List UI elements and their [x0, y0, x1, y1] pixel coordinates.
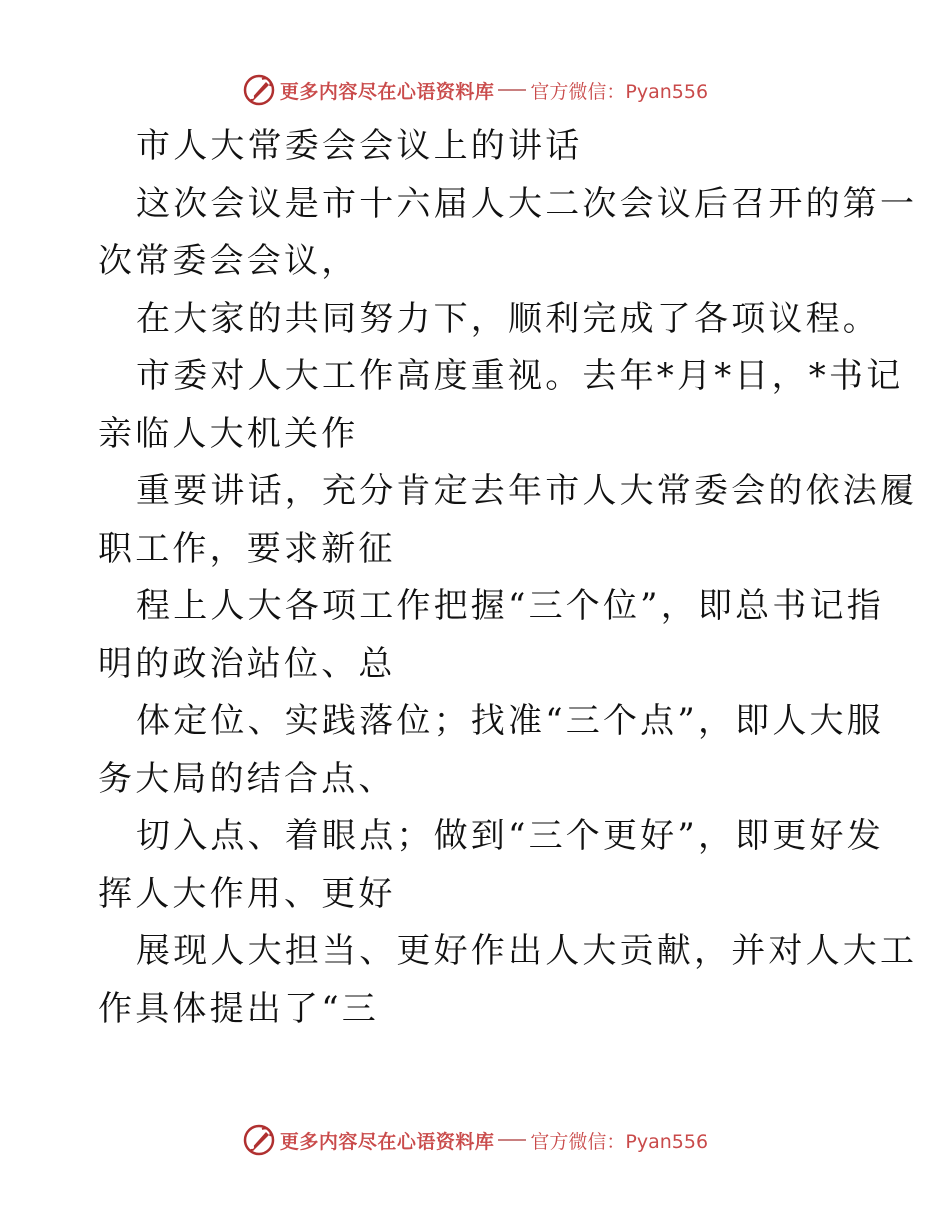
paragraph-line: 次常委会会议，	[98, 241, 359, 281]
document-title: 市人大常委会会议上的讲话	[136, 126, 583, 166]
paragraph-line: 务大局的结合点、	[98, 758, 396, 799]
quill-pen-logo-icon	[242, 1123, 276, 1157]
watermark-dash	[498, 89, 526, 91]
watermark-site-text: 更多内容尽在心语资料库	[279, 1130, 495, 1153]
paragraph-line: 这次会议是市十六届人大二次会议后召开的第一	[136, 183, 918, 224]
paragraph-line: 明的政治站位、总	[98, 643, 396, 684]
quill-pen-logo-icon	[242, 73, 276, 107]
watermark-account-text: 官方微信：Pyan556	[530, 1130, 709, 1153]
document-body	[98, 118, 918, 1038]
footer-watermark	[0, 1120, 950, 1160]
paragraph-line: 体定位、实践落位；找准“三个点”，即人大服	[136, 701, 884, 741]
paragraph-line: 展现人大担当、更好作出人大贡献，并对人大工	[136, 931, 918, 971]
watermark-account-text: 官方微信：Pyan556	[530, 80, 709, 103]
paragraph-line: 程上人大各项工作把握“三个位”，即总书记指	[136, 586, 884, 626]
header-watermark	[0, 70, 950, 110]
paragraph-line: 市委对人大工作高度重视。去年*月*日，*书记	[136, 356, 904, 396]
paragraph-line: 重要讲话，充分肯定去年市人大常委会的依法履	[136, 471, 918, 511]
paragraph-line: 挥人大作用、更好	[98, 873, 396, 914]
paragraph-line: 在大家的共同努力下，顺利完成了各项议程。	[136, 298, 880, 339]
paragraph-line: 作具体提出了“三	[98, 988, 379, 1029]
paragraph-line: 切入点、着眼点；做到“三个更好”，即更好发	[136, 816, 884, 856]
watermark-site-text: 更多内容尽在心语资料库	[279, 80, 495, 103]
paragraph-line: 亲临人大机关作	[98, 413, 359, 454]
paragraph-line: 职工作，要求新征	[98, 528, 396, 569]
watermark-dash	[498, 1139, 526, 1141]
